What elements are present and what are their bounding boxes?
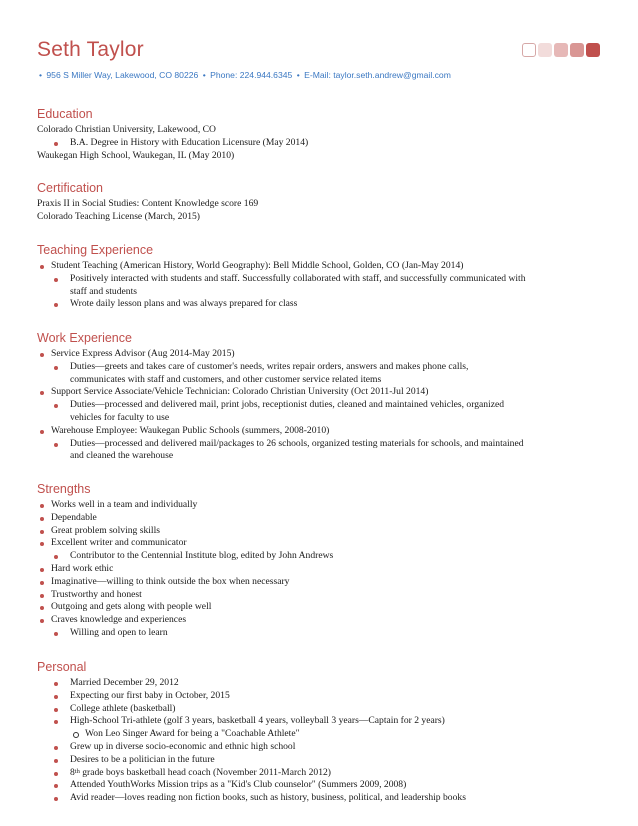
item-text: 8 xyxy=(70,766,75,778)
bullet-icon xyxy=(54,720,58,724)
list-item xyxy=(37,627,607,640)
item-text: Willing and open to learn xyxy=(70,626,168,638)
bullet-icon xyxy=(40,353,44,357)
item-text: Wrote daily lesson plans and was always prepared for class xyxy=(70,298,298,310)
item-text: staff and students xyxy=(70,285,137,297)
list-item xyxy=(37,512,607,525)
list-item xyxy=(37,550,607,563)
item-text: Desires to be a politician in the future xyxy=(70,753,215,765)
item-text: Married December 29, 2012 xyxy=(70,677,179,688)
list-item xyxy=(37,703,607,716)
school-line: Colorado Christian University, Lakewood, CO xyxy=(37,124,216,135)
item-text: Great problem solving skills xyxy=(51,524,160,536)
cert-line: Praxis II in Social Studies: Content Knowledge score 169 xyxy=(37,198,259,209)
item-text: Duties—processed and delivered mail, print jobs, receptionist duties, cleaned and maintained vehicles, organized xyxy=(70,399,505,411)
item-text: Duties—greets and takes care of customer's needs, writes repair orders, answers and makes phone calls, xyxy=(70,360,469,372)
bullet-icon xyxy=(54,695,58,699)
item-text: Dependable xyxy=(51,511,97,523)
section-heading: Education xyxy=(37,107,93,121)
item-text: Student Teaching (American History, World Geography): Bell Middle School, Golden, CO (Jan-May 2014) xyxy=(51,260,464,271)
bullet-icon xyxy=(40,581,44,585)
bullet-icon xyxy=(54,746,58,750)
contact-phone: Phone: 224.944.6345 xyxy=(210,70,293,80)
teaching-section xyxy=(37,242,607,311)
bullet-icon xyxy=(40,391,44,395)
bullet-icon xyxy=(40,430,44,434)
list-item xyxy=(37,537,607,550)
cert-line: Colorado Teaching License (March, 2015) xyxy=(37,210,200,222)
bullet-icon xyxy=(54,404,58,408)
color-swatch-decoration xyxy=(522,43,600,57)
work-section xyxy=(37,330,607,463)
list-item xyxy=(37,137,607,150)
bullet-icon xyxy=(40,530,44,534)
bullet-icon xyxy=(54,632,58,636)
bullet-icon xyxy=(54,759,58,763)
bullet-icon: • xyxy=(296,70,300,80)
list-item xyxy=(37,614,607,627)
bullet-icon xyxy=(40,504,44,508)
list-item xyxy=(37,754,607,767)
section-heading: Certification xyxy=(37,181,103,195)
bullet-icon xyxy=(54,784,58,788)
item-text: Expecting our first baby in October, 2015 xyxy=(70,689,230,701)
item-text: communicates with staff and customers, and other customer service related items xyxy=(70,373,382,385)
list-item xyxy=(37,563,607,576)
bullet-icon xyxy=(40,594,44,598)
list-item-continuation xyxy=(37,450,607,463)
list-item xyxy=(37,260,607,273)
list-item xyxy=(37,386,607,399)
item-text: Excellent writer and communicator xyxy=(51,537,187,549)
strengths-section xyxy=(37,481,607,640)
item-text: High-School Tri-athlete (golf 3 years, basketball 4 years, volleyball 3 years—Captain for 2 years) xyxy=(70,715,445,727)
item-text: grade boys basketball head coach (November 2011-March 2012) xyxy=(79,766,331,778)
list-item xyxy=(37,273,607,286)
list-item xyxy=(37,298,607,311)
item-text: Contributor to the Centennial Institute blog, edited by John Andrews xyxy=(70,550,334,562)
item-text: Craves knowledge and experiences xyxy=(51,614,187,626)
bullet-icon xyxy=(54,303,58,307)
list-item xyxy=(37,728,607,741)
list-item xyxy=(37,741,607,754)
item-text: Imaginative—willing to think outside the box when necessary xyxy=(51,575,290,587)
list-item-continuation xyxy=(37,374,607,387)
section-heading: Teaching Experience xyxy=(37,243,154,257)
list-item xyxy=(37,576,607,589)
bullet-icon xyxy=(40,265,44,269)
swatch-3 xyxy=(554,43,568,57)
bullet-icon xyxy=(40,619,44,623)
bullet-icon: • xyxy=(202,70,206,80)
swatch-2 xyxy=(538,43,552,57)
item-text: Avid reader—loves reading non fiction books, such as history, business, political, and leadership books xyxy=(70,792,466,804)
list-item-continuation xyxy=(37,286,607,299)
education-section xyxy=(37,106,607,162)
personal-section xyxy=(37,659,607,805)
list-item xyxy=(37,601,607,614)
bullet-icon xyxy=(54,555,58,559)
list-item xyxy=(37,792,607,805)
school-line: Waukegan High School, Waukegan, IL (May 2010) xyxy=(37,149,235,161)
item-text: Outgoing and gets along with people well xyxy=(51,601,212,613)
bullet-icon xyxy=(40,568,44,572)
item-text: Support Service Associate/Vehicle Technician: Colorado Christian University (Oct 2011-Jul 2014) xyxy=(51,386,429,398)
item-text: Duties—processed and delivered mail/packages to 26 schools, organized testing materials for schools, and maintained xyxy=(70,437,524,449)
bullet-icon xyxy=(54,443,58,447)
contact-address: 956 S Miller Way, Lakewood, CO 80226 xyxy=(46,70,199,80)
list-item xyxy=(37,779,607,792)
item-text: B.A. Degree in History with Education Licensure (May 2014) xyxy=(70,136,309,148)
bullet-icon xyxy=(54,708,58,712)
list-item xyxy=(37,438,607,451)
ordinal-suffix: th xyxy=(74,767,80,775)
section-heading: Work Experience xyxy=(37,331,132,345)
item-text: Hard work ethic xyxy=(51,562,114,574)
bullet-icon xyxy=(54,366,58,370)
bullet-icon xyxy=(54,772,58,776)
item-text: College athlete (basketball) xyxy=(70,702,176,714)
bullet-icon xyxy=(54,142,58,146)
section-heading: Personal xyxy=(37,660,87,674)
bullet-icon xyxy=(54,682,58,686)
bullet-icon xyxy=(54,278,58,282)
circle-bullet-icon xyxy=(73,732,79,738)
item-text: Grew up in diverse socio-economic and ethnic high school xyxy=(70,740,296,752)
section-heading: Strengths xyxy=(37,482,91,496)
list-item xyxy=(37,361,607,374)
list-item xyxy=(37,399,607,412)
certification-section xyxy=(37,180,607,224)
swatch-4 xyxy=(570,43,584,57)
list-item xyxy=(37,690,607,703)
list-item xyxy=(37,589,607,602)
bullet-icon xyxy=(40,542,44,546)
item-text: vehicles for faculty to use xyxy=(70,411,170,423)
item-text: Works well in a team and individually xyxy=(51,499,198,510)
list-item xyxy=(37,425,607,438)
swatch-5 xyxy=(586,43,600,57)
contact-line xyxy=(37,70,451,80)
candidate-name: Seth Taylor xyxy=(37,38,144,61)
item-text: Service Express Advisor (Aug 2014-May 2015) xyxy=(51,348,235,359)
list-item xyxy=(37,348,607,361)
item-text: Warehouse Employee: Waukegan Public Schools (summers, 2008-2010) xyxy=(51,424,330,436)
list-item xyxy=(37,525,607,538)
bullet-icon xyxy=(40,517,44,521)
item-text: and cleaned the warehouse xyxy=(70,450,174,462)
item-text: Attended YouthWorks Mission trips as a "Kid's Club counselor" (Summers 2009, 2008) xyxy=(70,779,407,791)
list-item xyxy=(37,767,607,780)
bullet-icon xyxy=(54,797,58,801)
list-item-continuation xyxy=(37,412,607,425)
swatch-1 xyxy=(522,43,536,57)
contact-email[interactable]: E-Mail: taylor.seth.andrew@gmail.com xyxy=(304,70,451,80)
item-text: Positively interacted with students and staff. Successfully collaborated with staff, and successfully communicated with xyxy=(70,272,526,284)
bullet-icon: • xyxy=(39,70,43,80)
item-text: Trustworthy and honest xyxy=(51,588,142,600)
list-item xyxy=(37,499,607,512)
list-item xyxy=(37,677,607,690)
bullet-icon xyxy=(40,606,44,610)
item-text: Won Leo Singer Award for being a "Coachable Athlete" xyxy=(85,728,300,740)
list-item xyxy=(37,715,607,728)
